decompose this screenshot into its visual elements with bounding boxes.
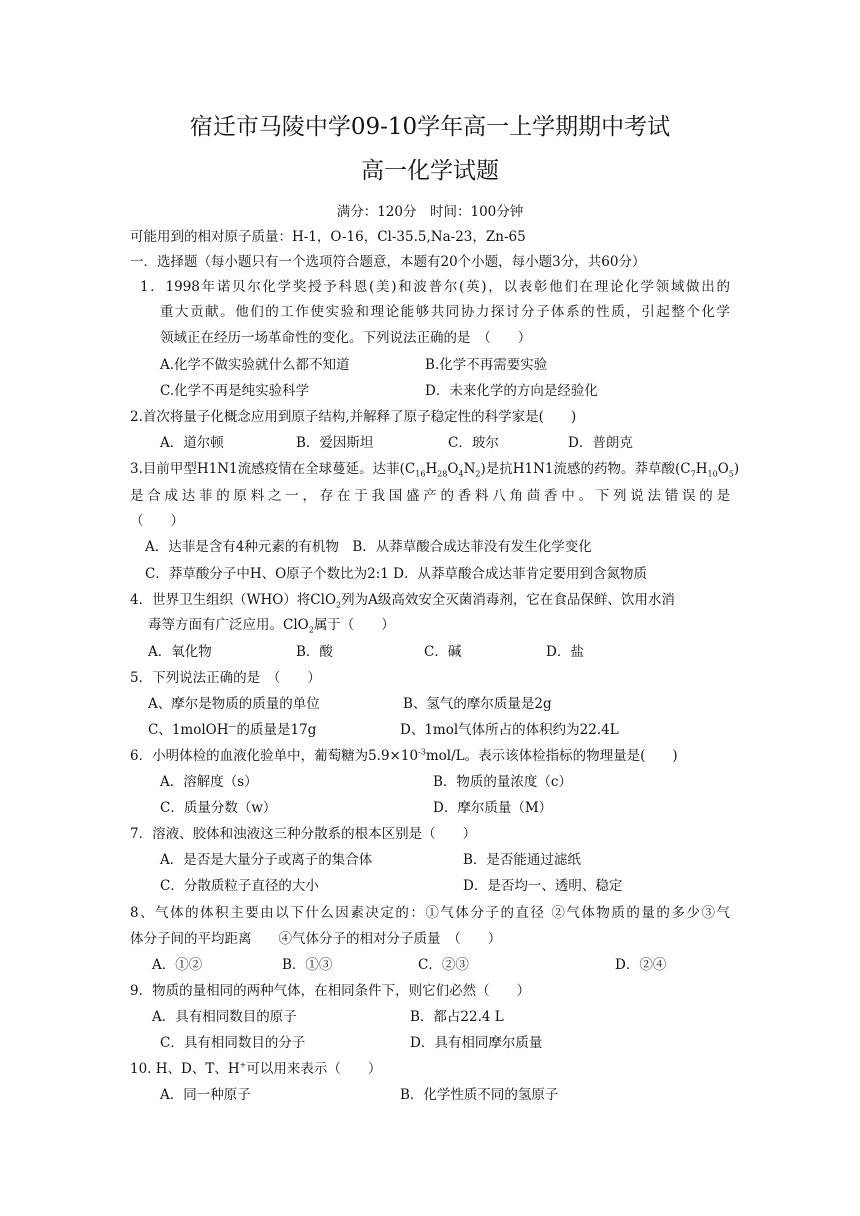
q7-stem: 7．溶液、胶体和浊液这三种分散系的根本区别是（ ） (130, 826, 477, 842)
q4-option-b: B．酸 (296, 644, 333, 660)
q1-stem-line1: 1．1998年诺贝尔化学奖授予科恩(美)和波普尔(英)，以表彰他们在理论化学领域做出的 (140, 279, 730, 295)
q3-stem-line2: 是合成达菲的原料之一，存在于我国盛产的香料八角茴香中。下列说法错误的是 (130, 488, 730, 504)
q5-option-d: D、1mol气体所占的体积约为22.4L (400, 722, 619, 738)
q4-option-d: D．盐 (546, 644, 584, 660)
exam-subtitle: 高一化学试题 (361, 158, 499, 184)
q8-option-a: A．①② (152, 957, 203, 973)
q8-stem-line1: 8、气体的体积主要由以下什么因素决定的：①气体分子的直径 ②气体物质的量的多少③气 (130, 905, 730, 921)
q2-stem: 2.首次将量子化概念应用到原子结构,并解释了原子稳定性的科学家是( ) (130, 409, 577, 425)
q5-option-a: A、摩尔是物质的质量的单位 (148, 696, 320, 712)
q1-option-a: A.化学不做实验就什么都不知道 (160, 357, 350, 373)
q8-stem-line2: 体分子间的平均距离 ④气体分子的相对分子质量 （ ） (130, 931, 502, 947)
section-heading: 一．选择题（每小题只有一个选项符合题意，本题有20个小题，每小题3分，共60分） (130, 254, 646, 270)
exam-meta: 满分：120分 时间：100分钟 (336, 204, 524, 220)
q9-option-d: D．具有相同摩尔质量 (410, 1035, 543, 1051)
q1-stem-line2: 重大贡献。他们的工作使实验和理论能够共同协力探讨分子体系的性质，引起整个化学 (160, 304, 730, 320)
q2-option-d: D．普朗克 (568, 435, 633, 451)
q9-option-c: C．具有相同数目的分子 (160, 1035, 306, 1051)
q2-option-c: C．玻尔 (448, 435, 499, 451)
q3-stem-line3: （ ） (130, 513, 184, 529)
q7-option-b: B．是否能通过滤纸 (463, 852, 581, 868)
q4-option-a: A．氧化物 (148, 644, 212, 660)
q1-option-c: C.化学不再是纯实验科学 (160, 383, 310, 399)
q6-option-d: D．摩尔质量（M） (433, 800, 553, 816)
q4-option-c: C．碱 (424, 644, 462, 660)
q9-option-a: A．具有相同数目的原子 (152, 1009, 297, 1025)
q1-option-d: D．未来化学的方向是经验化 (425, 383, 598, 399)
q8-option-b: B．①③ (282, 957, 333, 973)
q4-stem-line2: 毒等方面有广泛应用。ClO$_2$属于（ ） (148, 617, 395, 635)
q6-option-a: A．溶解度（s） (160, 774, 258, 790)
q5-stem: 5．下列说法正确的是 （ ） (130, 670, 321, 686)
q10-option-a: A．同一种原子 (160, 1087, 251, 1103)
q5-option-c: C、1molOH—的质量是17g (148, 721, 317, 738)
q6-option-b: B．物质的量浓度（c） (433, 774, 572, 790)
q9-stem: 9．物质的量相同的两种气体，在相同条件下，则它们必然（ ） (130, 983, 531, 999)
exam-title: 宿迁市马陵中学09-10学年高一上学期期中考试 (189, 114, 671, 140)
q7-option-c: C．分散质粒子直径的大小 (160, 878, 319, 894)
q2-option-b: B．爱因斯坦 (296, 435, 374, 451)
q6-option-c: C．质量分数（w） (160, 800, 277, 816)
q1-option-b: B.化学不再需要实验 (425, 357, 548, 373)
q7-option-d: D．是否均一、透明、稳定 (463, 878, 623, 894)
q1-stem-line3: 领域正在经历一场革命性的变化。下列说法正确的是 （ ） (160, 330, 532, 346)
q7-option-a: A．是否是大量分子或离子的集合体 (160, 852, 373, 868)
q3-options-cd: C．莽草酸分子中H、O原子个数比为2:1 D．从莽草酸合成达菲肯定要用到含氮物质 (145, 566, 648, 582)
q3-stem-line1: 3.目前甲型H1N1流感疫情在全球蔓延。达菲$(C_{16}H_{28}O_4N_2)$是抗H1N1流感的药物。莽草酸$(C_7H_{10}O_5)$ (130, 461, 740, 479)
q5-option-b: B、氢气的摩尔质量是2g (403, 696, 552, 712)
atomic-masses: 可能用到的相对原子质量：H-1，O-16，Cl-35.5,Na-23，Zn-65 (130, 229, 526, 245)
q2-option-a: A．道尔顿 (160, 435, 224, 451)
q8-option-d: D．②④ (615, 957, 667, 973)
q10-option-b: B．化学性质不同的氢原子 (400, 1087, 559, 1103)
q3-options-ab: A．达菲是含有4种元素的有机物 B．从莽草酸合成达菲没有发生化学变化 (145, 539, 592, 555)
q10-stem: 10. H、D、T、H+可以用来表示（ ） (130, 1060, 382, 1077)
q8-option-c: C．②③ (418, 957, 469, 973)
q4-stem-line1: 4．世界卫生组织（WHO）将ClO$_2$列为A级高效安全灭菌消毒剂，它在食品保鲜、饮用水消 (130, 592, 675, 610)
q6-stem: 6．小明体检的血液化验单中，葡萄糖为$5.9\times 10^{-3}mol/L$。表示该体检指标的物理量是( ) (130, 747, 678, 764)
q9-option-b: B．都占22.4 L (410, 1009, 504, 1025)
